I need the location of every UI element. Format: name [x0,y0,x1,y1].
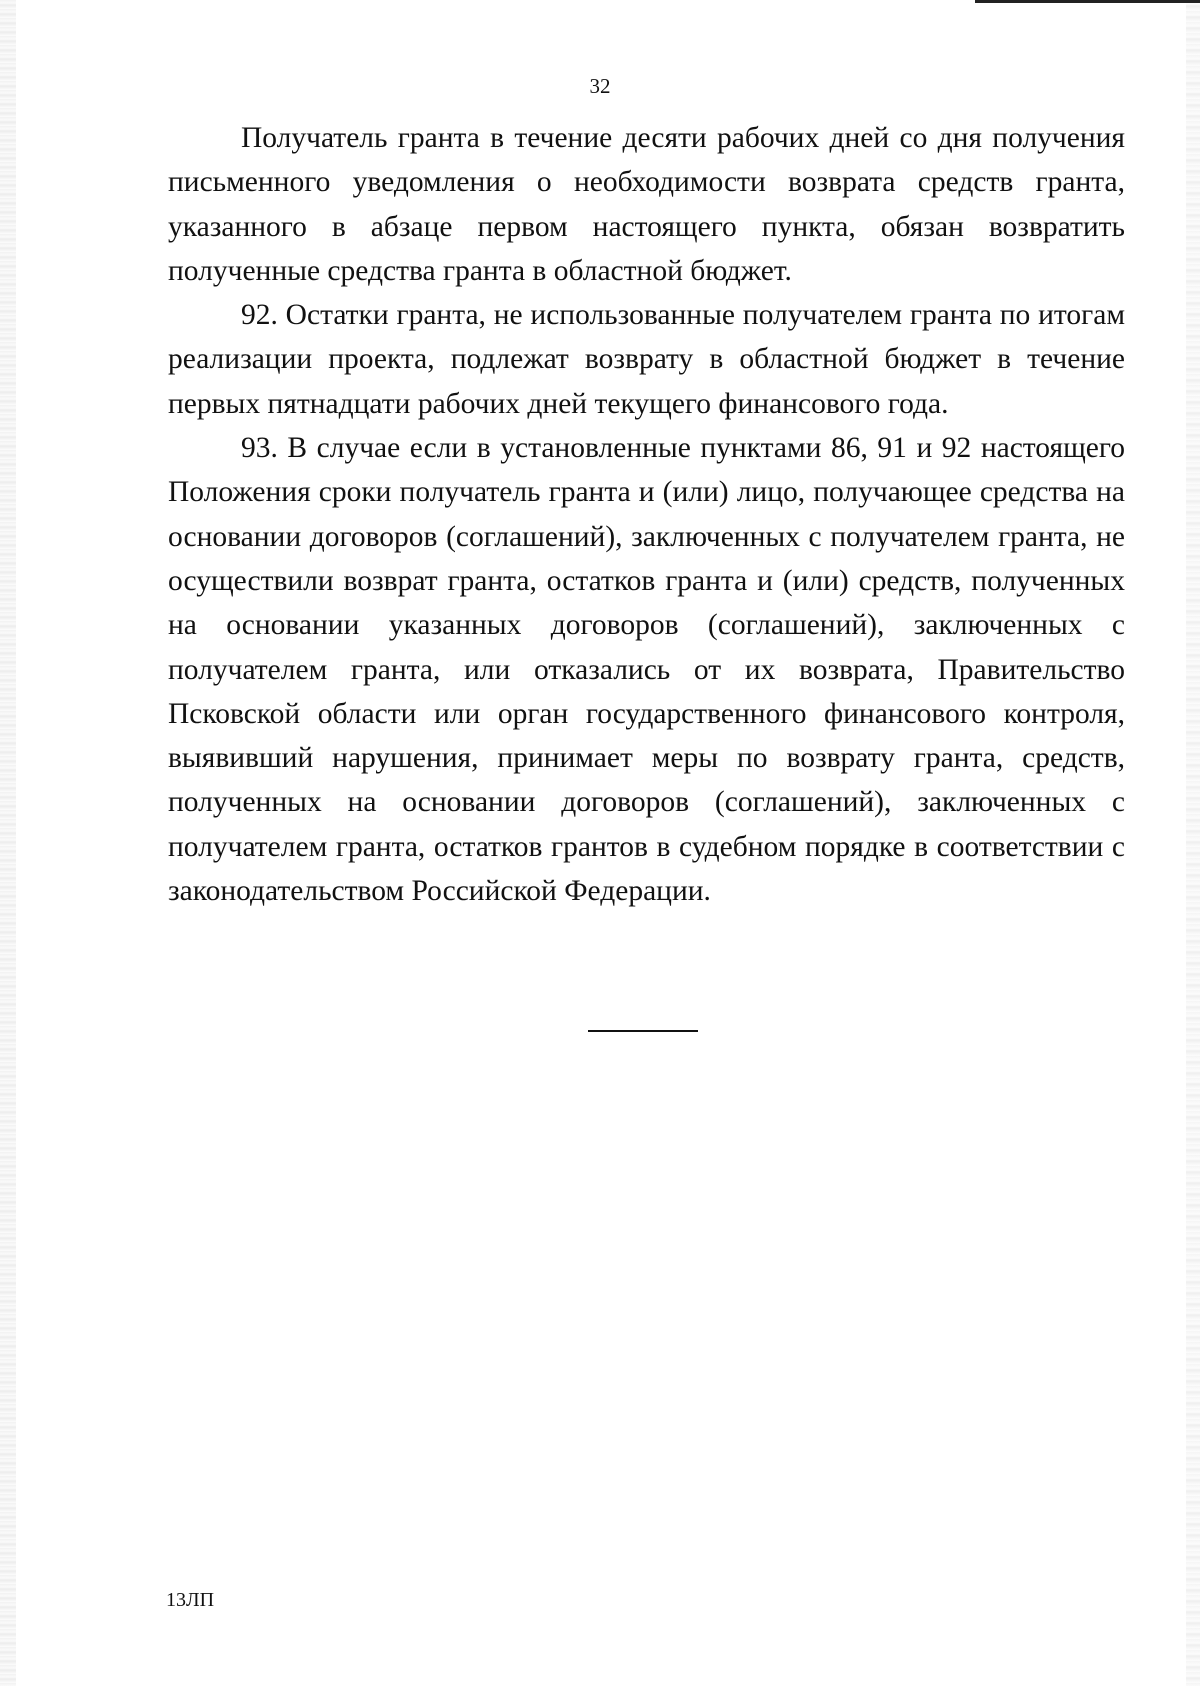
scan-edge-left [0,0,16,1686]
scan-edge-right [1186,0,1200,1686]
paragraph-grant-return-notice: Получатель гранта в течение десяти рабочих дней со дня получения письменного уведомления о необходимости возврата средств гранта, указанного в абзаце первом настоящего пункта, обязан возвратить полученные средства гранта в областной бюджет. [168,122,1125,287]
end-of-text-rule [588,1030,698,1032]
footer-code: 13ЛП [166,1589,215,1611]
header-rule [975,0,1200,3]
document-body [168,116,1125,913]
paragraph-93: 93. В случае если в установленные пунктами 86, 91 и 92 настоящего Положения сроки получатель гранта и (или) лицо, получающее средства на основании договоров (соглашений), заключенных с получателем гранта, не осуществили возврат гранта, остатков гранта и (или) средств, полученных на основании указанных договоров (соглашений), заключенных с получателем гранта, или отказались от их возврата, Правительство Псковской области или орган государственного финансового контроля, выявивший нарушения, принимает меры по возврату гранта, средств, полученных на основании договоров (соглашений), заключенных с получателем гранта, остатков грантов в судебном порядке в соответствии с законодательством Российской Федерации. [168,432,1125,908]
page-number: 32 [589,74,611,98]
paragraph-92: 92. Остатки гранта, не использованные получателем гранта по итогам реализации проекта, подлежат возврату в областной бюджет в течение первых пятнадцати рабочих дней текущего финансового года. [168,299,1125,420]
